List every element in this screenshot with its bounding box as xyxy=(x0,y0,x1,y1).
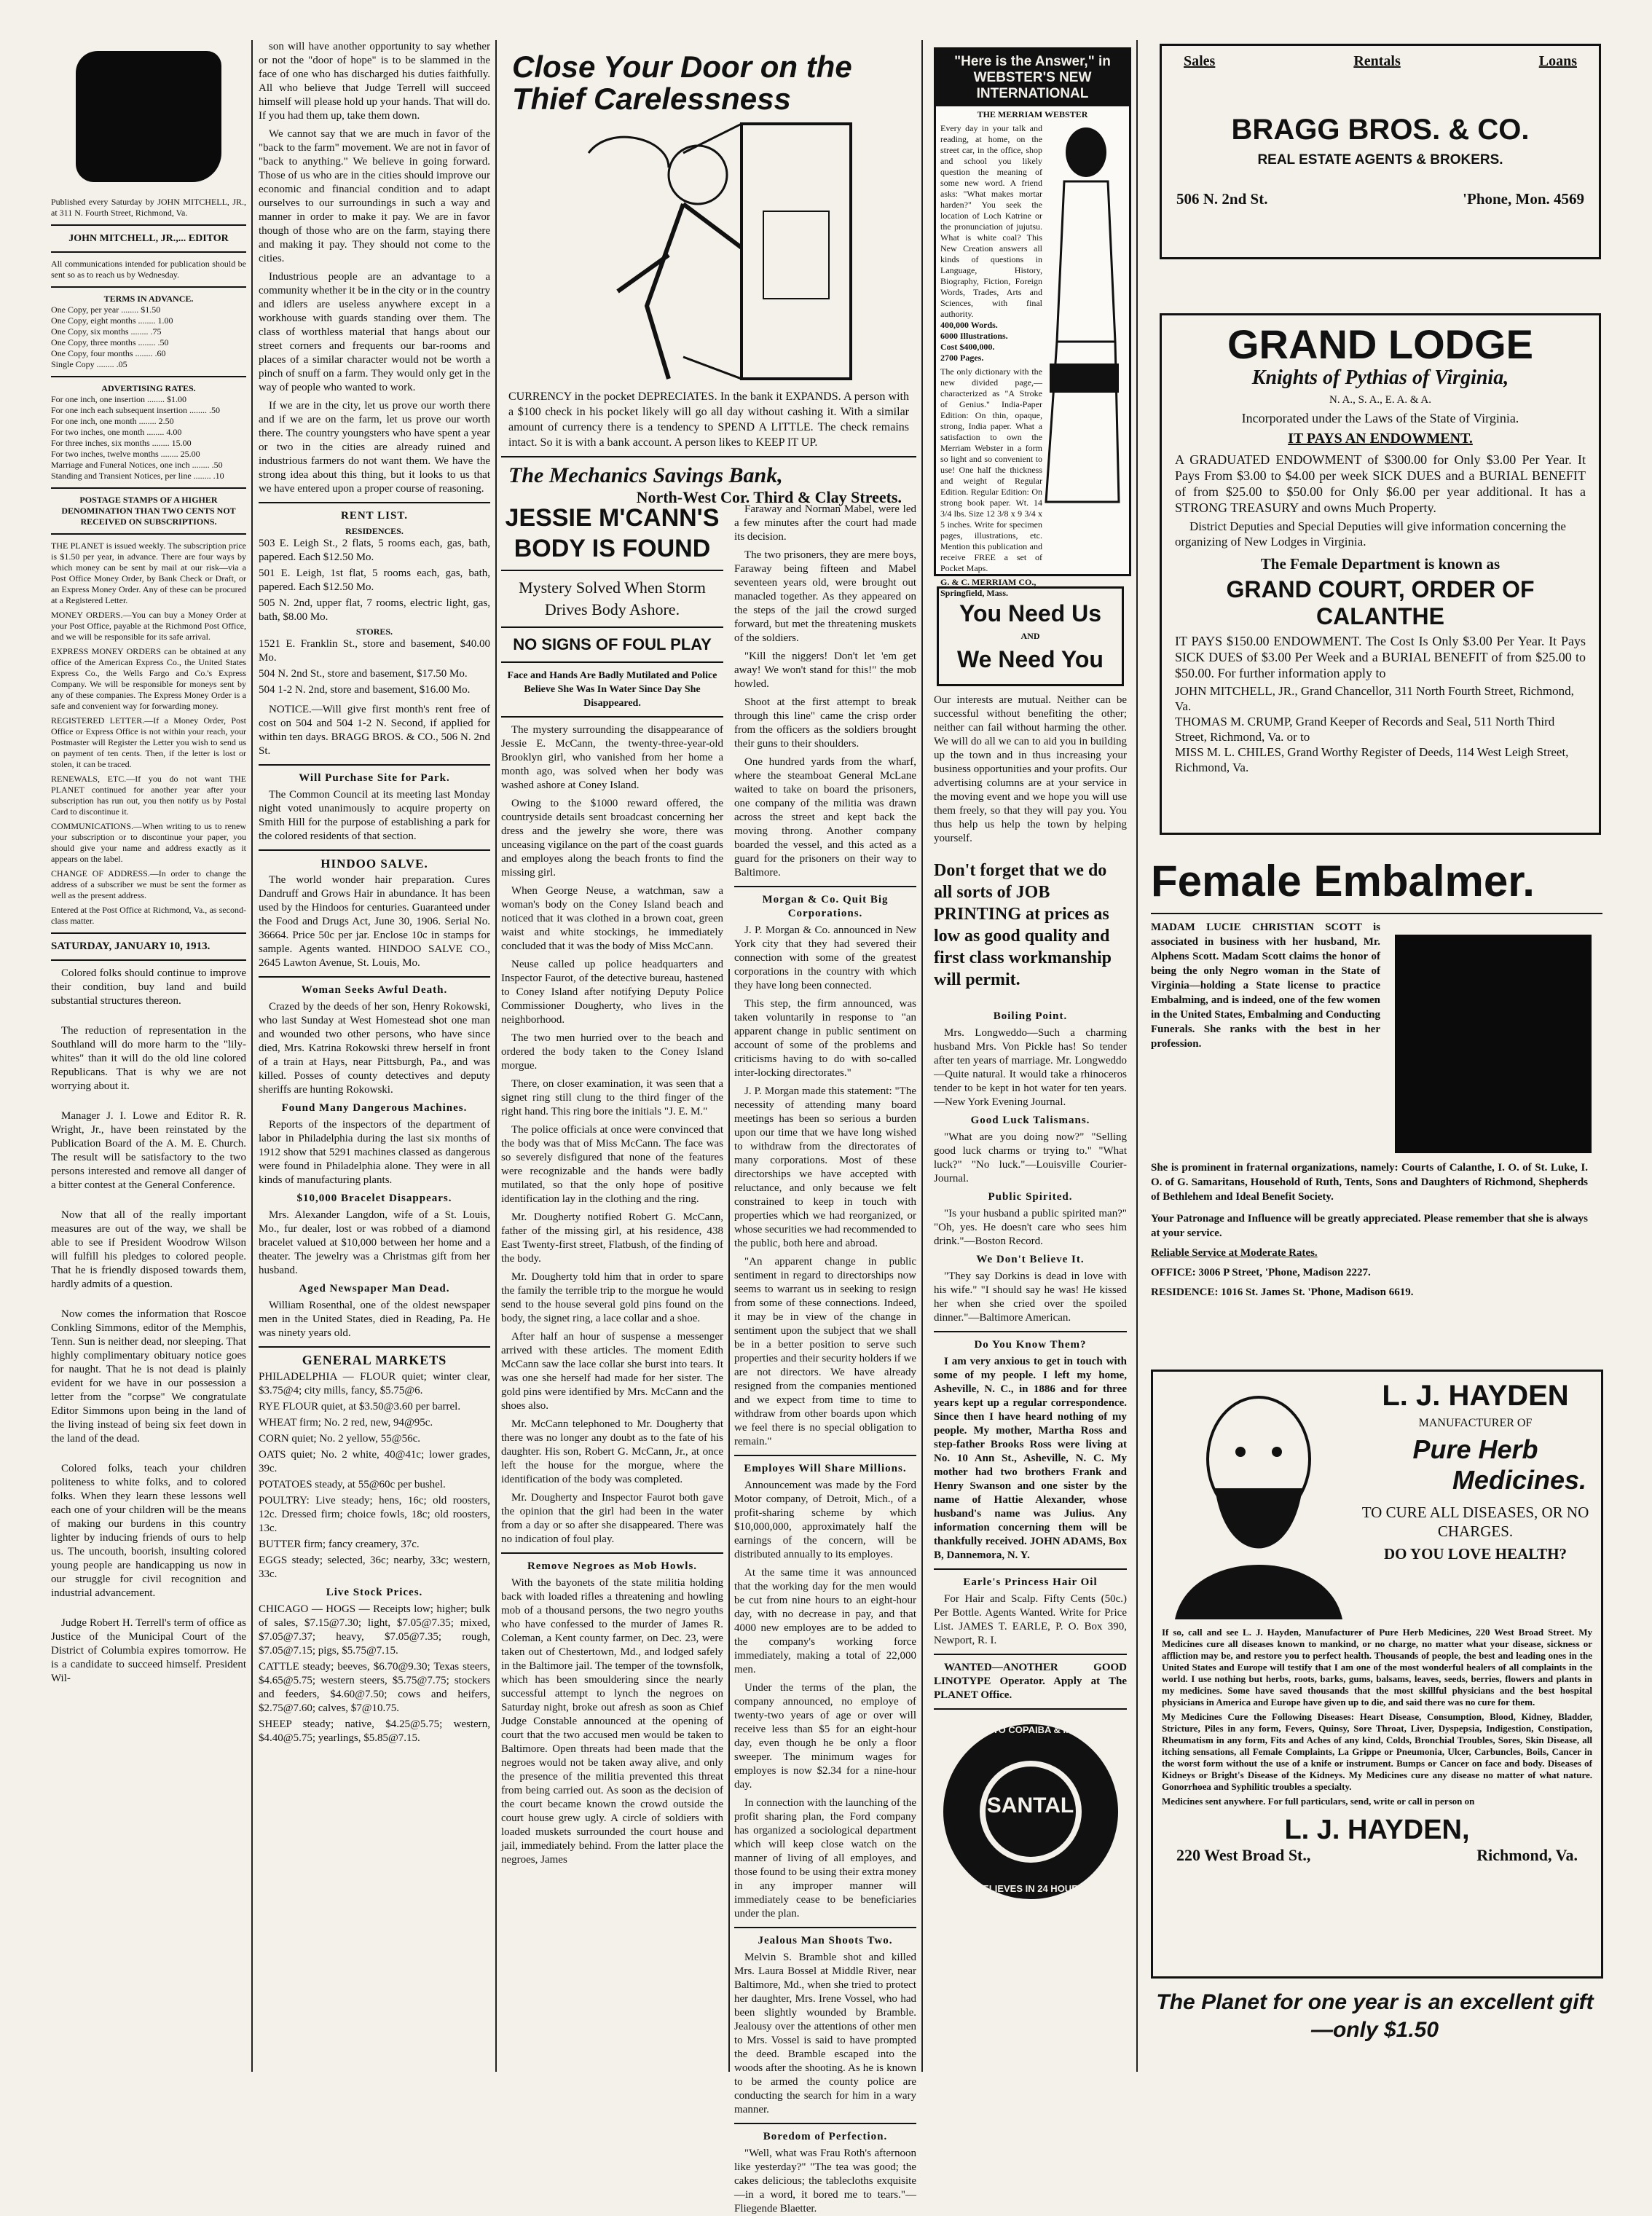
lodge-title: GRAND LODGE xyxy=(1227,321,1533,367)
column-rule xyxy=(921,40,923,2072)
bank-name: The Mechanics Savings Bank, xyxy=(508,463,783,487)
portrait-icon xyxy=(1160,1379,1357,1619)
terms-title: TERMS IN ADVANCE. xyxy=(103,294,194,304)
embalmer-title: Female Embalmer. xyxy=(1151,857,1535,905)
column-rule xyxy=(728,969,730,2072)
column-rule xyxy=(251,40,253,2072)
door-thief-illustration-icon xyxy=(501,124,916,386)
mccann-headline: JESSIE M'CANN'S BODY IS FOUND xyxy=(505,504,720,562)
embalmer-ad: Female Embalmer. MADAM LUCIE CHRISTIAN SCOTT is associated in business with her husband, Mr. Alphens Scott. Madam Scott claims the honor of being the only Negro woman in the State of Virginia—holding a State license to practice Embalming, and is indeed, one of the few women in the United States, Embalming and Conducting Funerals. She ranks with the best in her profession. She is prominent in fraternal organizations, namely: Courts of Calanthe, I. O. of St. Luke, I. O. of G. Samaritans, Household of Ruth, Tents, Sons and Daughters of Richmond, Shepherds of Bethlehem and Ideal Benefit Society. Your Patronage and Influence will be greatly appreciated. Please remember that she is always at your service. Reliable Service at Moderate Rates. OFFICE: 3006 P Street, 'Phone, Madison 2227. RESIDENCE: 1016 St. James St. 'Phone, Madison 6619. xyxy=(1151,856,1602,1359)
webster-title: "Here is the Answer," in WEBSTER'S NEW INTERNATIONAL xyxy=(954,54,1111,101)
advertising-list: For one inch, one insertion ........ $1.00 For one inch each subsequent insertion ........ .50 For one inch, one month ........ 2.50 For two inches, one month ........ 4.00 For three inches, six months ........ 15.00 For two inches, twelve months ........ 25.00 Marriage and Funeral Notices, one inch ........ .50 Standing and Transient Notices, per line ........ .10 xyxy=(51,394,224,481)
published-line: Published every Saturday by JOHN MITCHELL, JR., at 311 N. Fourth Street, Richmond, Va. xyxy=(51,197,246,218)
column-1 xyxy=(51,44,246,1690)
column-5: Boiling Point. Mrs. Longweddo—Such a charming husband Mrs. Von Pickle has! So tender after ten years of marriage. Mr. Longweddo—Quite natural. It would take a rhinoceros tender to be kept in hot water for ten years.—New York Evening Journal. Good Luck Talismans. "What are you doing now?" "Selling good luck charms or trying to." "What luck?" "No luck."—Louisville Courier-Journal. Public Spirited. "Is your husband a public spirited man?" "Oh, yes. He doesn't care who sees him drink."—Boston Record. We Don't Believe It. "They say Dorkins is dead in love with his wife." "I should say he was! He kissed her when she cried over the spoiled dinner."—Baltimore American. Do You Know Them? I am very anxious to get in touch with some of my people. I left my home, Asheville, N. C., in 1886 and for three years kept up a regular correspondence. Since then I have heard nothing of my people. My mother, Martha Ross and step-father Brooks Ross were living at No. 10 Ann St., Asheville, N. C. My mother had two brothers Frank and Henry Swanson and one sister by the name of Hattie Alexander, whose husband's name was Julius. Any information concerning them will be thankfully received. JOHN ADAMS, Box B, Dannemora, N. Y. Earle's Princess Hair Oil For Hair and Scalp. Fifty Cents (50c.) Per Bottle. Agents Wanted. Write for Price List. JAMES T. EARLE, P. O. Box 390, Newport, R. I. WANTED—ANOTHER GOOD LINOTYPE Operator. Apply at The PLANET Office. SUPERIOR TO COPAIBA & INJECTIONS SANTAL RELIEVES IN 24 HOURS xyxy=(934,1005,1127,2076)
notices: THE PLANET is issued weekly. The subscription price is $1.50 per year, in advance. There are four ways by which money can be sent by mail at our risk—via a Post Office Money Order, by Bank Check or Draft, or an Express Money Order. Any of these can be procured at a Registered Letter. MONEY ORDERS.—You can buy a Money Order at your Post Office, payable at the Richmond Post Office, and we will be responsible for its safe arrival. EXPRESS MONEY ORDERS can be obtained at any office of the American Express Co., the United States Express Co., the Wells Fargo and Co.'s Express Company. We will be responsible for moneys sent by any of these companies. The Express Money Order is a safe and convenient way for forwarding money. REGISTERED LETTER.—If a Money Order, Post Office or Express Office is not within your reach, your Postmaster will Register the Letter you wish to send us on payment of ten cents. Then, if the letter is lost or stolen, it can be traced. RENEWALS, ETC.—If you do not want THE PLANET continued for another year after your subscription has run out, you then notify us by Postal Card to discontinue it. COMMUNICATIONS.—When writing to us to renew your subscription or to discontinue your paper, you should give your name and address exactly as it appears on the label. CHANGE OF ADDRESS.—In order to change the address of a subscriber we must be sent the former as well as the present address. Entered at the Post Office at Richmond, Va., as second-class matter. xyxy=(51,541,246,926)
santal-seal: SUPERIOR TO COPAIBA & INJECTIONS SANTAL RELIEVES IN 24 HOURS xyxy=(936,1717,1125,1906)
issue-date: SATURDAY, JANUARY 10, 1913. xyxy=(51,940,211,952)
bragg-bros-ad: Sales Rentals Loans BRAGG BROS. & CO. REAL ESTATE AGENTS & BROKERS. 506 N. 2nd St. 'Phone, Mon. 4569 xyxy=(1160,44,1601,259)
editor-line: JOHN MITCHELL, JR.,... EDITOR xyxy=(68,233,229,244)
column-4: Faraway and Norman Mabel, were led a few minutes after the court had made its decision. The two prisoners, they are mere boys, Faraway being fifteen and Mabel seventeen years old, were brought out manacled together. As they appeared on the steps of the jail the crowd surged forward, but met the threatening muskets of the soldiers. "Kill the niggers! Don't let 'em get away! We won't stand for this!" the mob howled. Shoot at the first attempt to break through this line" came the crisp order from the officers as the soldiers brought their guns to their shoulders. One hundred yards from the wharf, where the steamboat General McLane waited to take on board the prisoners, one company of the militia was drawn across the street and kept back the moving throng. Another company boarded the vessel, and this acted as a guard for the prisoners on their way to Baltimore. Morgan & Co. Quit Big Corporations. J. P. Morgan & Co. announced in New York city that they had severed their connection with some of the greatest corporations in the country with which they have long been connected. This step, the firm announced, was taken voluntarily in response to "an apparent change in public sentiment on account of some of the problems and criticisms having to do with so-called inter-locking directorates." J. P. Morgan made this statement: "The necessity of attending many board meetings has been so serious a burden upon our time that we have long wished to withdraw from the directorates of many corporations. Most of these directorships we have accepted with reluctance, and only because we felt constrained to keep in touch with properties which we had reorganized, or whose securities we had recommended to the public, both here and abroad. "An apparent change in public sentiment in regard to directorships now seems to warrant us in seeking to resign from some of these connections. Indeed, it may be in view of the change in sentiment upon the subject that we shall be in a better position to serve such properties and their security holders if we are not directors. We have already resigned from the companies mentioned and we expect from time to time to withdraw from other boards upon which we feel there is no special obligation to remain." Employes Will Share Millions. Announcement was made by the Ford Motor company, of Detroit, Mich., of a profit-sharing scheme by which $10,000,000, approximately half the earnings of the concern, will be distributed annually to its employes. At the same time it was announced that the working day for the men would be cut from nine hours to an eight-hour day, with no decrease in pay, and that 4000 new employes are to be added to the company's working force immediately, making a total of 22,000 men. Under the terms of the plan, the company announced, no employe of twenty-two years of age or over will receive less than $5 for an eight-hour day, even though he be only a floor sweeper. The minimum wages for employes is now $2.34 for a nine-hour day. In connection with the launching of the profit sharing plan, the Ford company has organized a sociological department which will keep close watch on the manner of living of all employes, and those found to be using their extra money in any improper manner will immediately cease to be beneficiaries under the plan. Jealous Man Shoots Two. Melvin S. Bramble shot and killed Mrs. Laura Bossel at Middle River, near Baltimore, Md., when she tried to protect her daughter, Mrs. Irene Vossel, who had been slightly wounded by Bramble. Jealousy over the attentions of other men to Mrs. Vossel is said to have prompted the deed. Bramble escaped into the woods after the shooting. As he is known to be armed the county police are conducting the search for him in a wary manner. Boredom of Perfection. "Well, what was Frau Roth's afternoon like yesterday?" "The tea was good; the cakes delicious; the tablecloths exquisite—in a word, it bored me to tears."—Fliegende Blaetter. xyxy=(734,503,916,2215)
terms-list: One Copy, per year ........ $1.50 One Copy, eight months ........ 1.00 One Copy, six months ........ .75 One Copy, three months ........ .50 One Copy, four months ........ .60 Single Copy ........ .05 xyxy=(51,304,173,369)
bank-ad-illustration xyxy=(501,44,916,386)
column-rule xyxy=(495,40,497,2072)
advertising-title: ADVERTISING RATES. xyxy=(101,383,196,393)
bank-ad-body: CURRENCY in the pocket DEPRECIATES. In the bank it EXPANDS. A person with a $100 check in his pocket likely will go all day without cashing it. With a similar amount of currency there is a tendency to SPEND A LITTLE. The check remains intact. So it is with a bank account. A person likes to KEEP IT UP. xyxy=(508,390,909,449)
communications-note: All communications intended for publication should be sent so as to reach us by Wednesday. xyxy=(51,259,246,280)
column-rule xyxy=(1136,40,1138,2072)
job-printing-notice: Don't forget that we do all sorts of JOB PRINTING at prices as low as good quality and first class workmanship will permit. xyxy=(934,861,1112,989)
embalmer-portrait xyxy=(1395,935,1592,1153)
lady-with-book-icon xyxy=(1042,123,1122,502)
webster-ad: "Here is the Answer," in WEBSTER'S NEW INTERNATIONAL THE MERRIAM WEBSTER Every day in your talk and reading, at home, on the street car, in the office, shop and school you likely question the meaning of some new word. A friend asks: "What makes mortar harden?" You seek the location of Loch Katrine or the pronunciation of jujutsu. What is white coal? This New Creation answers all kinds of questions in Language, History, Biography, Fiction, Foreign Words, Trades, Arts and Sciences, with final authority. 400,000 Words. 6000 Illustrations. Cost $400,000. 2700 Pages. The only dictionary with the new divided page,—characterized as "A Stroke of Genius." India-Paper Edition: On thin, opaque, strong, India paper. What a satisfaction to own the Merriam Webster in a form so light and so convenient to use! One half the thickness and weight of Regular Edition. Regular Edition: On strong book paper. Wt. 14 3/4 lbs. Size 12 3/8 x 9 3/4 x 5 inches. Write for specimen pages, illustrations, etc. Mention this publication and receive FREE a set of Pocket Maps. G. & C. MERRIAM CO., Springfield, Mass. xyxy=(934,47,1131,576)
editorials: Colored folks should continue to improve their condition, buy land and build substantial structures thereon. The reduction of representation in the Southland will do more harm to the "lily-whites" than it will do the old line colored Republicans. That is why we are not worrying about it. Manager J. I. Lowe and Editor R. R. Wright, Jr., have been reinstated by the Publication Board of the A. M. E. Church. The result will be satisfactory to the two persons interested and remove all danger of a bitter contest at the General Conference. Now that all of the really important measures are out of the way, we shall be able to see if President Woodrow Wilson will fulfill his pledges to colored people. That he is friendly disposed towards them, hardly admits of a question. Now comes the information that Roscoe Conkling Simmons, editor of the Memphis, Tenn. Sun is neither dead, nor sleeping. That highly complimentary obituary notice goes for naught. That he is not dead is plainly evident for we have in our possession a letter from the "corpse" We congratulate Editor Simmons upon being in the land of the living instead of being six feet down in the land of the dead. Colored folks, teach your children politeness to white folks, and to colored folks. When they learn these lessons well each one of your children will be the means of making our burdens in this country lighter by inducing friends of ours to help us. The uncouth, boorish, insulting colored young people are handicapping us now in our struggle for civil recognition and industrial advancement. Judge Robert H. Terrell's term of office as Justice of the Municipal Court of the District of Columbia expires tomorrow. He is a candidate to succeed himself. President Wil- xyxy=(51,967,246,1684)
bank-address: North-West Cor. Third & Clay Streets. xyxy=(636,488,902,506)
bank-ad xyxy=(501,44,916,506)
you-need-us-box: You Need Us AND We Need You Our interests are mutual. Neither can be successful without benefiting the other; neither can fail without harming the other. We will do all we can to aid you in building up the town and in thus increasing your business opportunities and your profits. Our advertising columns are at your service in the moving event and we hope you will use them freely, so that they will pay you. You thus help us help the town by helping yourself. xyxy=(934,586,1127,834)
grand-lodge-ad: GRAND LODGE Knights of Pythias of Virginia, N. A., S. A., E. A. & A. Incorporated under the Laws of the State of Virginia. IT PAYS AN ENDOWMENT. A GRADUATED ENDOWMENT of $300.00 for Only $3.00 Per Year. It Pays From $3.00 to $4.00 per week SICK DUES and a BURIAL BENEFIT of from $25.00 to $50.00 for Only $6.00 per year additional. It has a STRONG TREASURY and owns Much Property. District Deputies and Special Deputies will give information concerning the organizing of New Lodges in Virginia. The Female Department is known as GRAND COURT, ORDER OF CALANTHE IT PAYS $150.00 ENDOWMENT. The Cost Is Only $3.00 Per Year. It Pays SICK DUES of $3.00 Per Week and a BURIAL BENEFIT of from $25.00 to $50.00. For further information apply to JOHN MITCHELL, JR., Grand Chancellor, 311 North Fourth Street, Richmond, Va. THOMAS M. CRUMP, Grand Keeper of Records and Seal, 511 North Third Street, Richmond, Va. or to MISS M. L. CHILES, Grand Worthy Register of Deeds, 114 West Leigh Street, Richmond, Va. xyxy=(1160,313,1601,835)
postage-note: POSTAGE STAMPS OF A HIGHER DENOMINATION THAN TWO CENTS NOT RECEIVED ON SUBSCRIPTIONS. xyxy=(61,495,236,527)
column-2: son will have another opportunity to say whether or not the "door of hope" is to be slammed in the face of one who has discharged his duties faithfully. All who believe that Judge Terrell will succeed himself will please hold up your hands. That will do. If you had them up, take them down. We cannot say that we are much in favor of the "back to the farm" movement. We are not in favor of "back to anything." We believe in going forward. Those of us who are in the cities should improve our economic and financial condition and to adapt ourselves to our surroundings in such a way and manner in order to make it pay. We are in favor though of those who are on the farm, staying there and making it pay. They should not come to the cities. Industrious people are an advantage to a community whether it be in the city or in the country and idlers are useless anywhere except in a workhouse with guards standing over them. The class of worthless material that hangs about our street corners and frequents our bar-rooms and places of a similar character would not be worth a pinch of snuff on a farm. They would only get in the way of people who wanted to work. If we are in the city, let us prove our worth there and if we are on the farm, let us prove our worth there. The country youngsters who have spent a year or two in the cities are already ruined and industrious farmers do not want them. We have the strong idea about this thing, but it looks to us that we have entered upon a proper course of reasoning. RENT LIST. RESIDENCES. 503 E. Leigh St., 2 flats, 5 rooms each, gas, bath, papered. Each $12.50 Mo. 501 E. Leigh, 1st flat, 5 rooms each, gas, bath, papered. Each $12.50 Mo. 505 N. 2nd, upper flat, 7 rooms, electric light, gas, bath, $8.00 Mo. STORES. 1521 E. Franklin St., store and basement, $40.00 Mo. 504 N. 2nd St., store and basement, $17.50 Mo. 504 1-2 N. 2nd, store and basement, $16.00 Mo. NOTICE.—Will give first month's rent free of cost on 504 and 504 1-2 N. Second, if applied for within ten days. BRAGG BROS. & CO., 506 N. 2nd St. Will Purchase Site for Park. The Common Council at its meeting last Monday night voted unanimously to acquire property on Smith Hill for the purpose of establishing a park for the colored residents of that section. HINDOO SALVE. The world wonder hair preparation. Cures Dandruff and Grows Hair in abundance. It has been used by the Hindoos for centuries. Guaranteed under the Food and Drugs Act, June 30, 1906. Serial No. 36664. Price 50c per jar. Enclose 10c in stamps for sample. Agents wanted. HINDOO SALVE CO., 2645 Lawton Avenue, St. Louis, Mo. Woman Seeks Awful Death. Crazed by the deeds of her son, Henry Rokowski, who last Sunday at West Homestead shot one man and wounded two other persons, who have since died, Mrs. Katrina Rokowski threw herself in front of a train at Hays, near Pittsburgh, Pa., and was killed. Posses of county detectives and deputy sheriffs are hunting Rokowski. Found Many Dangerous Machines. Reports of the inspectors of the department of labor in Philadelphia during the last six months of 1912 show that 5291 machines classed as dangerous were found in Philadelphia alone. They were in all kinds of manufacturing plants. $10,000 Bracelet Disappears. Mrs. Alexander Langdon, wife of a St. Louis, Mo., fur dealer, lost or was robbed of a diamond bracelet valued at $10,000 between her home and a theater. The jewelry was a Christmas gift from her husband. Aged Newspaper Man Dead. William Rosenthal, one of the oldest newspaper men in the United States, died in Reading, Pa. He was ninety years old. GENERAL MARKETS PHILADELPHIA — FLOUR quiet; winter clear, $3.75@4; city mills, fancy, $5.75@6. RYE FLOUR quiet, at $3.50@3.60 per barrel. WHEAT firm; No. 2 red, new, 94@95c. CORN quiet; No. 2 yellow, 55@56c. OATS quiet; No. 2 white, 40@41c; lower grades, 39c. POTATOES steady, at 55@60c per bushel. POULTRY: Live steady; hens, 16c; old roosters, 12c. Dressed firm; choice fowls, 18c; old roosters, 13c. BUTTER firm; fancy creamery, 37c. EGGS steady; selected, 36c; nearby, 33c; western, 33c. Live Stock Prices. CHICAGO — HOGS — Receipts low; higher; bulk of sales, $7.15@7.30; light, $7.05@7.35; mixed, $7.05@7.37; heavy, $7.05@7.35; rough, $7.05@7.15; pigs, $5.75@7.15. CATTLE steady; beeves, $6.70@9.30; Texas steers, $4.65@5.75; western steers, $5.75@7.75; stockers and feeders, $4.60@7.50; cows and heifers, $2.75@7.60; calves, $7@10.75. SHEEP steady; native, $4.25@5.75; western, $4.40@5.75; yearlings, $5.85@7.15. xyxy=(259,41,490,1744)
bragg-name: BRAGG BROS. & CO. xyxy=(1231,114,1530,146)
masthead-ink-block xyxy=(76,51,221,182)
bank-ad-headline: Close Your Door on the Thief Carelessness xyxy=(512,50,852,116)
planet-promo: The Planet for one year is an excellent gift—only $1.50 xyxy=(1156,1990,1594,2042)
rent-list: RENT LIST. RESIDENCES. 503 E. Leigh St., 2 flats, 5 rooms each, gas, bath, papered. Each $12.50 Mo. 501 E. Leigh, 1st flat, 5 rooms each, gas, bath, papered. Each $12.50 Mo. 505 N. 2nd, upper flat, 7 rooms, electric light, gas, bath, $8.00 Mo. STORES. 1521 E. Franklin St., store and basement, $40.00 Mo. 504 N. 2nd St., store and basement, $17.50 Mo. 504 1-2 N. 2nd, store and basement, $16.00 Mo. NOTICE.—Will give first month's rent free of cost on 504 and 504 1-2 N. Second, if applied for within ten days. BRAGG BROS. & CO., 506 N. 2nd St. xyxy=(259,510,490,757)
hayden-ad: L. J. HAYDEN MANUFACTURER OF Pure Herb Medicines. TO CURE ALL DISEASES, OR NO CHARGES. DO YOU LOVE HEALTH? If so, call and see L. J. Hayden, Manufacturer of Pure Herb Medicines, 220 West Broad Street. My Medicines cure all diseases known to mankind, or no charge, no matter what your disease, sickness or affliction may be, and restore you to perfect health. Thousands of people, the best and leading ones in the United States and Europe will testify that I am one of the most wonderful healers of all complaints in the world. I use nothing but herbs, roots, barks, gums, balsams, leaves, seeds, berries, flowers and plants in my medicines. Some have saved thousands that the most skillful physicians and the best hospital physicians in America and Europe have given up to die, and said there was no cure for them. My Medicines Cure the Following Diseases: Heart Disease, Consumption, Blood, Kidney, Bladder, Stricture, Piles in any form, Fevers, Quinsy, Sore Throat, Liver, Dyspepsia, Indigestion, Constipation, Rheumatism in any form, Fits and Aches of any kind, Colds, Bronchial Troubles, Sores, Skin Disease, all itching sensations, all Female Complaints, La Grippe or Pneumonia, Ulcer, Carbuncles, Boils, Cancer in the worst form without the use of a knife or instrument. Bumps or Cancer on face and body. Diseases of Kidneys or Bright's Disease of the Kidneys. My Medicines cure any disease no matter of what nature. Gonorrhoea and Syphilitic troubles a specialty. Medicines sent anywhere. For full particulars, send, write or call in person on L. J. HAYDEN, 220 West Broad St., Richmond, Va. xyxy=(1151,1370,1603,1979)
mccann-article: JESSIE M'CANN'S BODY IS FOUND Mystery Solved When Storm Drives Body Ashore. NO SIGNS OF FOUL PLAY Face and Hands Are Badly Mutilated and Police Believe She Was In Water Since Day She Disappeared. The mystery surrounding the disappearance of Jessie E. McCann, the twenty-three-year-old Brooklyn girl, who vanished from her home a month ago, was solved when her body was washed ashore at Coney Island. Owing to the $1000 reward offered, the countryside details sent broadcast concerning her dress and the jewelry she wore, there was unceasing vigilance on the part of the coast guards and employes along the beach fronts to find the missing girl. When George Neuse, a watchman, saw a woman's body on the Coney Island beach and noticed that it was clothed in a brown coat, green waist and white stockings, he immediately concluded that it was the body of Miss McCann. Neuse called up police headquarters and Inspector Faurot, of the detective bureau, hastened to Coney Island after notifying Deputy Police Commissioner Dougherty, who lives in the neighborhood. The two men hurried over to the beach and ordered the body taken to the Coney Island morgue. There, on closer examination, it was seen that a signet ring still clung to the third finger of the right hand. This ring bore the initials "J. E. M." The police officials at once were convinced that the body was that of Miss McCann. The face was so severely disfigured that none of the features were recognizable and the hands were badly mutilated, so that the only hope of positive identification lay in the clothing and the ring. Mr. Dougherty notified Robert G. McCann, father of the missing girl, at his residence, 438 East Twenty-first street, Flatbush, of the finding of the body. Mr. Dougherty told him that in order to spare the family the terrible trip to the morgue he would send to the house several gold pins found on the body, the signet ring, a lace collar and a shoe. After half an hour of suspense a messenger arrived with these articles. The moment Edith McCann saw the lace collar she burst into tears. It was one she herself had made for her sister. The gold pins were identified by Mrs. McCann and the shoes also. Mr. McCann telephoned to Mr. Dougherty that there was no longer any doubt as to the fate of his daughter. His son, Robert G. McCann, Jr., at once left the house for the morgue, where the identification of the body was completed. Mr. Dougherty and Inspector Faurot both gave the opinion that the girl had been in the water from a day or so after she disappeared. There was no indication of foul play. Remove Negroes as Mob Howls. With the bayonets of the state militia holding back with loaded rifles a threatening and howling mob of a thousand persons, the two negro youths who have confessed to the murder of James R. Coleman, a Kent county farmer, on Dec. 23, were taken out of Chestertown, Md., and lodged safely in the Baltimore jail. The temper of the townsfolk, which has been smouldering since the nearly successful attempt to lynch the negroes on Saturday night, broke out afresh as soon as Chief Judge Constable announced at the opening of court that the two accused men would be taken to Baltimore. Open threats had been made that the negroes would not be taken away alive, and only the presence of the militia prevented this threat from being carried out. As soon as the decision of the court became known the crowd outside the court house grew ugly. A circle of soldiers with loaded muskets surrounded the court house and jail, immediately behind. From the latter place the negroes, James xyxy=(501,504,723,1866)
